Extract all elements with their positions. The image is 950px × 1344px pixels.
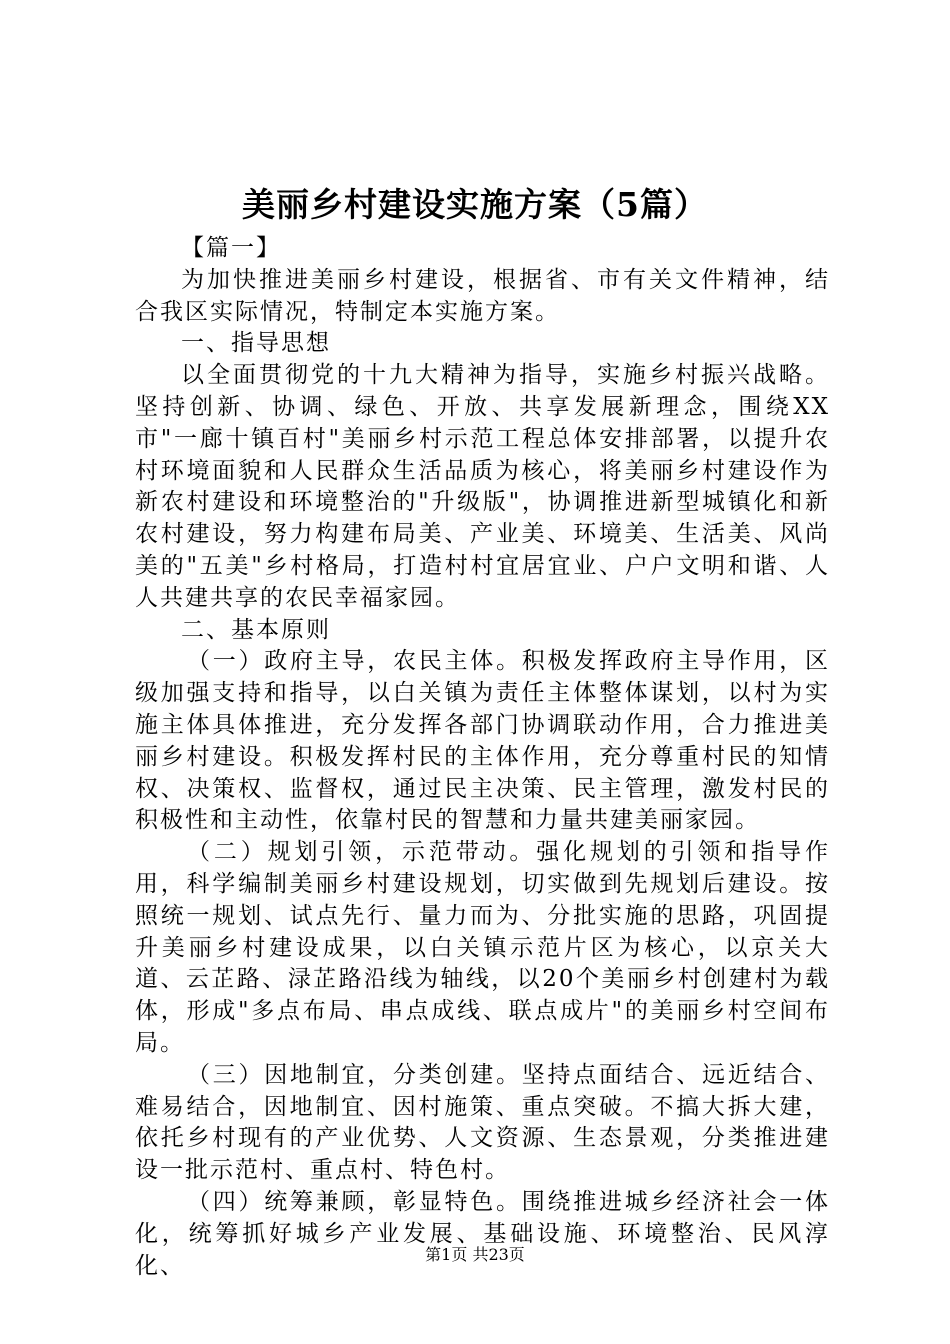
intro-paragraph: 为加快推进美丽乡村建设，根据省、市有关文件精神，结合我区实际情况，特制定本实施方案。 [135, 266, 830, 325]
section-heading-basic-principles: 二、基本原则 [181, 616, 331, 643]
document-body [135, 233, 830, 1282]
section-heading-guiding-ideology: 一、指导思想 [181, 330, 331, 357]
part-label: 【篇一】 [181, 235, 281, 261]
principle-paragraph-1: （一）政府主导，农民主体。积极发挥政府主导作用，区级加强支持和指导，以白关镇为责任主体整体谋划，以村为实施主体具体推进，充分发挥各部门协调联动作用，合力推进美丽乡村建设。积极发挥村民的主体作用，充分尊重村民的知情权、决策权、监督权，通过民主决策、民主管理，激发村民的积极性和主动性，依靠村民的智慧和力量共建美丽家园。 [135, 648, 830, 834]
principle-paragraph-4: （四）统筹兼顾，彰显特色。围绕推进城乡经济社会一体化，统筹抓好城乡产业发展、基础设施、环境整治、民风淳化、 [135, 1188, 830, 1279]
guiding-ideology-paragraph: 以全面贯彻党的十九大精神为指导，实施乡村振兴战略。坚持创新、协调、绿色、开放、共享发展新理念，围绕XX市"一廊十镇百村"美丽乡村示范工程总体安排部署，以提升农村环境面貌和人民群众生活品质为核心，将美丽乡村建设作为新农村建设和环境整治的"升级版"，协调推进新型城镇化和新农村建设，努力构建布局美、产业美、环境美、生活美、风尚美的"五美"乡村格局，打造村村宜居宜业、户户文明和谐、人人共建共享的农民幸福家园。 [135, 362, 830, 611]
principle-paragraph-3: （三）因地制宜，分类创建。坚持点面结合、远近结合、难易结合，因地制宜、因村施策、重点突破。不搞大拆大建，依托乡村现有的产业优势、人文资源、生态景观，分类推进建设一批示范村、重点村、特色村。 [135, 1061, 830, 1184]
document-title: 美丽乡村建设实施方案（5篇） [242, 185, 708, 224]
principle-paragraph-2: （二）规划引领，示范带动。强化规划的引领和指导作用，科学编制美丽乡村建设规划，切实做到先规划后建设。按照统一规划、试点先行、量力而为、分批实施的思路，巩固提升美丽乡村建设成果，以白关镇示范片区为核心，以京关大道、云芷路、渌芷路沿线为轴线，以20个美丽乡村创建村为载体，形成"多点布局、串点成线、联点成片"的美丽乡村空间布局。 [135, 839, 830, 1056]
page-footer: 第1页 共23页 [425, 1245, 525, 1264]
